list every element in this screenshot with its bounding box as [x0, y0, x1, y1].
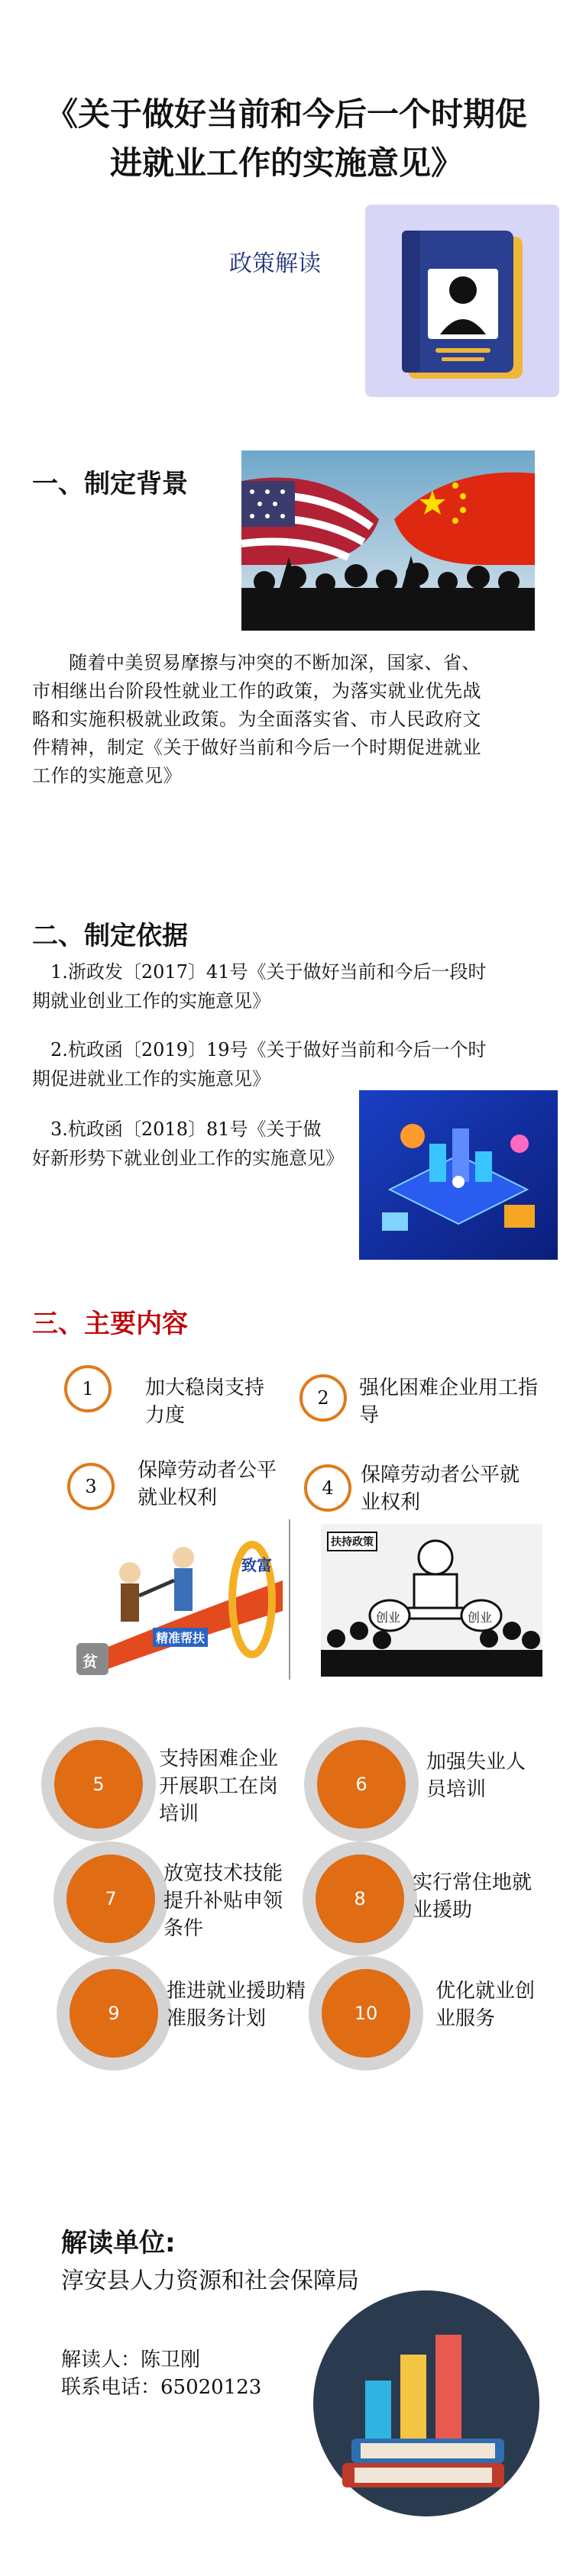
item-text-2: 强化困难企业用工指导: [359, 1377, 539, 1427]
item-number-1: 1: [64, 1365, 112, 1412]
unit-label: 解读单位:: [61, 2228, 176, 2258]
item-text-3: 保障劳动者公平就业权利: [138, 1459, 277, 1509]
item-text-9: 推进就业援助精准服务计划: [167, 1980, 306, 2030]
section-heading-background: 一、制定背景: [32, 469, 188, 499]
item-disc-6: [304, 1727, 419, 1842]
cartoon-bag-right: 创业: [468, 1610, 493, 1625]
subtitle: 政策解读: [229, 250, 321, 277]
item-text-4: 保障劳动者公平就业权利: [361, 1464, 520, 1514]
section-heading-basis: 二、制定依据: [32, 921, 188, 951]
reader-name: 解读人：陈卫刚: [61, 2348, 201, 2371]
item-number-6: 6: [317, 1740, 406, 1829]
item-number-2: 2: [299, 1374, 347, 1422]
item-text-10: 优化就业创业服务: [435, 1980, 536, 2030]
cartoon-divider: [289, 1519, 290, 1680]
item-number-4: 4: [304, 1464, 351, 1512]
cartoon-label-assist: 精准帮扶: [153, 1628, 208, 1647]
cartoon-label-poor: 贫: [83, 1652, 98, 1671]
item-text-1: 加大稳岗支持力度: [145, 1377, 265, 1427]
cartoon-label-rich: 致富: [241, 1556, 272, 1574]
contact-phone: 联系电话：65020123: [61, 2376, 262, 2399]
unit-name: 淳安县人力资源和社会保障局: [61, 2268, 359, 2294]
item-disc-10: [309, 1956, 423, 2071]
isometric-tech-image: [359, 1090, 558, 1260]
item-text-7: 放宽技术技能提升补贴申领条件: [163, 1862, 283, 1940]
basis-item-3: 3.杭政函〔2018〕81号《关于做好新形势下就业创业工作的实施意见》: [32, 1119, 344, 1169]
item-disc-5: [41, 1727, 156, 1842]
basis-item-2: 2.杭政函〔2019〕19号《关于做好当前和今后一个时期促进就业工作的实施意见》: [32, 1039, 487, 1089]
page-title: 《关于做好当前和今后一个时期促进就业工作的实施意见》: [45, 95, 527, 182]
poverty-alleviation-cartoon: [61, 1527, 290, 1680]
item-number-5: 5: [54, 1740, 143, 1829]
item-disc-8: [303, 1842, 417, 1956]
basis-item-1: 1.浙政发〔2017〕41号《关于做好当前和今后一段时期就业创业工作的实施意见》: [32, 961, 487, 1012]
entrepreneurship-cartoon: [321, 1524, 542, 1677]
cartoon-bag-left: 创业: [376, 1610, 401, 1625]
trade-war-image: [241, 450, 535, 631]
item-disc-9: [57, 1956, 171, 2071]
section-heading-content: 三、主要内容: [32, 1309, 188, 1339]
background-paragraph: 随着中美贸易摩擦与冲突的不断加深，国家、省、市相继出台阶段性就业工作的政策，为落实就业优先战略和实施积极就业政策。为全面落实省、市人民政府文件精神，制定《关于做好当前和今后一个时期促进就业工作的实施意见》: [32, 652, 481, 786]
item-text-6: 加强失业人员培训: [426, 1751, 526, 1801]
item-disc-7: [53, 1842, 168, 1956]
item-number-10: 10: [322, 1969, 410, 2058]
cartoon-sign: 扶持政策: [327, 1532, 377, 1551]
passport-illustration: [365, 205, 559, 397]
books-chart-icon: [312, 2289, 541, 2518]
item-number-9: 9: [70, 1969, 158, 2058]
item-number-7: 7: [66, 1855, 155, 1943]
item-number-8: 8: [316, 1855, 404, 1943]
item-number-3: 3: [67, 1463, 115, 1510]
item-text-8: 实行常住地就业援助: [413, 1871, 533, 1922]
item-text-5: 支持困难企业开展职工在岗培训: [159, 1748, 279, 1825]
